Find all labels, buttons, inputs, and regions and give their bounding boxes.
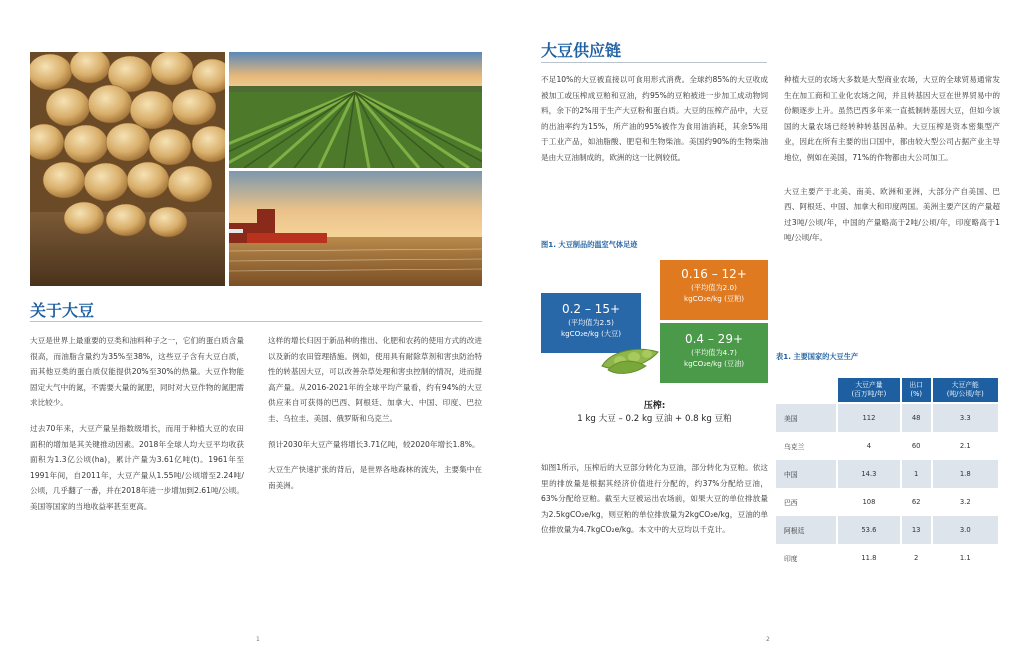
table-header [775, 377, 837, 403]
box-value: 0.2 – 15+ [561, 302, 621, 316]
paragraph: 大豆主要产于北美、南美、欧洲和亚洲，大部分产自美国、巴西、阿根廷、中国、加拿大和印度两国。美洲主要产区的产量超过3吨/公顷/年，中国的产量略高于2吨/公顷/年，印度略高于1吨/公顷/年。 [784, 186, 1000, 243]
box-average: (平均值为2.5) [568, 318, 614, 327]
table-cell: 3.2 [932, 488, 999, 516]
table-cell: 14.3 [837, 460, 901, 488]
right-column-2 [784, 72, 1000, 256]
section-title-supply-chain: 大豆供应链 [541, 41, 622, 60]
divider [541, 62, 767, 63]
box-average: (平均值为4.7) [691, 348, 737, 357]
table-row [775, 460, 999, 488]
table-row [775, 516, 999, 544]
table-cell: 3.3 [932, 403, 999, 432]
left-column-2 [268, 333, 482, 503]
figure-title: 图1. 大豆制品的温室气体足迹 [541, 240, 638, 249]
right-column-1 [541, 72, 768, 176]
equation-title: 压榨: [643, 401, 666, 411]
table-header: 大豆产量 (百万吨/年) [837, 377, 901, 403]
table-cell: 60 [901, 432, 932, 460]
paragraph: 这样的增长归因于新品种的推出、化肥和农药的使用方式的改进以及新的农田管理措施。例如，使用具有耐除草剂和害虫防治特性的转基因大豆，可以改善杂草处理和害虫控制的情况，进而提高产量。从2016-2021年的全球平均产量看，约有94%的大豆供应来自可获得的巴西、阿根廷、加拿大、中国、印度、巴拉圭、乌拉圭、美国、俄罗斯和乌克兰。 [268, 336, 482, 423]
table-row [775, 432, 999, 460]
page-number: 2 [766, 636, 770, 643]
soybeans-photo [30, 52, 225, 286]
figure-explanation [541, 460, 768, 548]
divider [30, 321, 482, 322]
paragraph: 不足10%的大豆被直接以可食用形式消费。全球约85%的大豆收成被加工或压榨成豆粕和豆油，约95%的豆粕被进一步加工成动物饲料，余下的2%用于生产大豆粉和蛋白质。大豆的压榨产品中，大豆的出油率约为15%，所产油的95%被作为食用油消耗，其余5%用于工业产品，如油脂酸、肥皂和生物柴油。美国约90%的生物柴油是由大豆油制成的，欧洲的这一比例较低。 [541, 75, 768, 162]
production-table [774, 376, 1000, 572]
table-row [775, 403, 999, 432]
paragraph: 大豆生产快速扩张的背后，是世界各地森林的流失，主要集中在南美洲。 [268, 465, 482, 490]
page-number: 1 [256, 636, 260, 643]
table-header: 出口 (%) [901, 377, 932, 403]
paragraph: 如图1所示，压榨后的大豆部分转化为豆油，部分转化为豆粕。依这里的排放量是根据其经济价值进行分配的，约37%分配给豆油，63%分配给豆粕。截至大豆被运出农场前，如果大豆的单位排放量为2.5kgCO₂e/kg，则豆粕的单位排放量为2kgCO₂e/kg，豆油的单位排放量为4.7kgCO₂e/kg。本文中的大豆均以千克计。 [541, 463, 768, 535]
box-value: 0.16 – 12+ [681, 267, 747, 281]
box-unit: kgCO₂e/kg (豆油) [683, 359, 745, 368]
paragraph: 预计2030年大豆产量将增长3.71亿吨，较2020年增长1.8%。 [268, 439, 480, 449]
table-cell: 53.6 [837, 516, 901, 544]
table-cell: 1.1 [932, 544, 999, 572]
paragraph: 过去70年来，大豆产量呈指数级增长，而用于种植大豆的农田面积的增加是其关键推动因素。2018年全球人均大豆平均收获面积为1.3亿公顷(ha)，累计产量为3.61亿吨(t)。1961年至1991年间，自2011年，大豆产量从1.55吨/公顷增至2.24吨/公顷，几乎翻了一番，并在2018年进一步增加到2.61吨/公顷。美国等国家的当地收益率甚至更高。 [30, 423, 244, 511]
table-cell: 11.8 [837, 544, 901, 572]
soybean-pod-icon [598, 344, 662, 378]
paragraph: 种植大豆的农场大多数是大型商业农场，大豆的全球贸易通常发生在加工商和工业化农场之间，并且转基因大豆在世界贸易中的份额逐步上升。虽然巴西多年来一直抵制转基因大豆，但如今该国的大量农场已经转种转基因品种。大豆压榨是资本密集型产业，因此在所有主要的出口国中，都由较大型公司占据产业主导地位，例如在美国，71%的作物都由大公司加工。 [784, 75, 1000, 162]
box-average: (平均值为2.0) [691, 283, 737, 292]
table-header-row [775, 377, 999, 403]
table-row [775, 544, 999, 572]
page-right [512, 0, 1024, 663]
table-cell: 美国 [775, 403, 837, 432]
table-cell: 2.1 [932, 432, 999, 460]
table-cell: 阿根廷 [775, 516, 837, 544]
table-cell: 巴西 [775, 488, 837, 516]
table-cell: 62 [901, 488, 932, 516]
equation: 1 kg 大豆 – 0.2 kg 豆油 + 0.8 kg 豆粕 [577, 414, 732, 424]
table-header: 大豆产能 (吨/公顷/年) [932, 377, 999, 403]
table-cell: 112 [837, 403, 901, 432]
table-cell: 乌克兰 [775, 432, 837, 460]
table-cell: 1 [901, 460, 932, 488]
left-column-1 [30, 333, 244, 525]
field-photo [229, 52, 482, 168]
table-cell: 印度 [775, 544, 837, 572]
table-title: 表1. 主要国家的大豆生产 [776, 352, 859, 361]
paragraph: 大豆是世界上最重要的豆类和油料种子之一，它们的蛋白质含量很高，而油脂含量约为35%至38%，这些豆子含有大豆白质，而其他豆类的蛋白质仅能提供20%至30%的热量。大豆作物能固定大气中的氮，不需要大量的氮肥，同时对大豆作物的氮肥需求比较少。 [30, 336, 244, 408]
table-cell: 48 [901, 403, 932, 432]
table-cell: 3.0 [932, 516, 999, 544]
section-title-about: 关于大豆 [30, 301, 95, 320]
table-cell: 13 [901, 516, 932, 544]
box-unit: kgCO₂e/kg (大豆) [560, 329, 622, 338]
box-unit: kgCO₂e/kg (豆粕) [683, 294, 745, 303]
table-cell: 108 [837, 488, 901, 516]
table-cell: 1.8 [932, 460, 999, 488]
box-value: 0.4 – 29+ [684, 332, 744, 346]
table-cell: 4 [837, 432, 901, 460]
emission-box-meal [660, 260, 768, 320]
table-row [775, 488, 999, 516]
harvester-photo [229, 171, 482, 286]
emission-box-oil [660, 323, 768, 383]
table-cell: 2 [901, 544, 932, 572]
table-cell: 中国 [775, 460, 837, 488]
